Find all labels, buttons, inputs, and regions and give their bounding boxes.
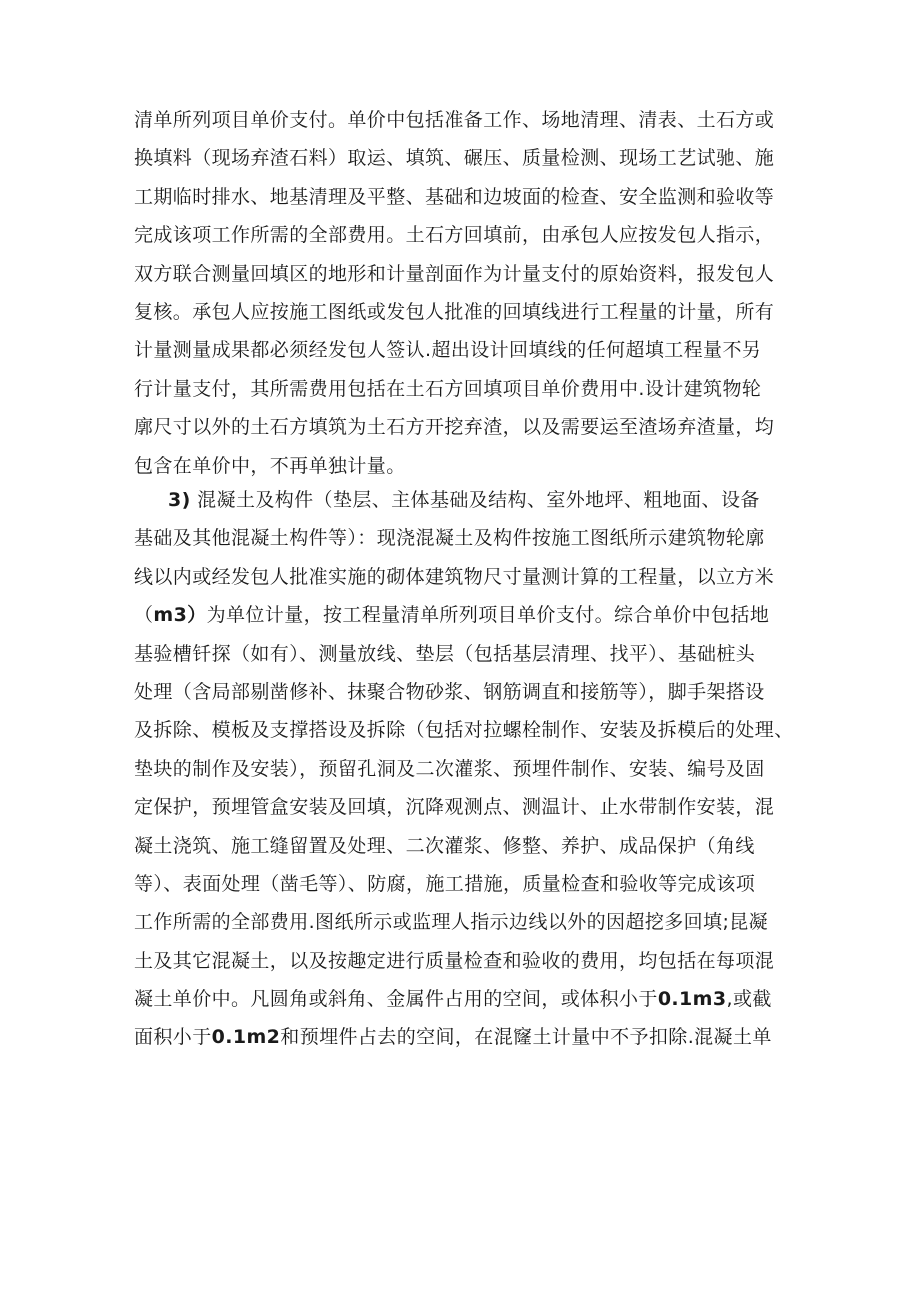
text-line: 基验槽钎探（如有）、测量放线、垫层（包括基层清理、找平）、基础桩头 [134,642,756,665]
text-line: 等）、表面处理（凿毛等）、防腐，施工措施，质量检查和验收等完成该项 [134,872,756,895]
text-line: 行计量支付，其所需费用包括在土石方回填项目单价费用中.设计建筑物轮 [134,377,762,400]
text-segment: 凝土单价中。凡圆角或斜角、金属件占用的空间，或体积小于 [134,988,658,1011]
text-line [134,1018,794,1056]
unit-text: m3） [153,604,207,627]
text-line [134,596,794,634]
item-number: 3) [168,489,191,511]
text-line [134,481,794,519]
text-segment: （ [134,604,154,627]
text-line: 包含在单价中，不再单独计量。 [134,454,406,477]
text-line: 工作所需的全部费用.图纸所示或监理人指示边线以外的因超挖多回填;昆凝 [134,911,769,934]
text-segment: ,或截 [726,988,772,1011]
text-line: 凝土浇筑、施工缝留置及处理、二次灌浆、修整、养护、成品保护（角线 [134,834,755,857]
text-line: 复核。承包人应按施工图纸或发包人批准的回填线进行工程量的计量，所有 [134,300,775,323]
text-line: 工期临时排水、地基清理及平整、基础和边坡面的检查、安全监测和验收等 [134,185,775,208]
paragraph-concrete-components [134,481,794,1057]
text-line: 处理（含局部剔凿修补、抹聚合物砂浆、钢筋调直和接筋等），脚手架搭设 [134,680,765,703]
text-line: 计量测量成果都必须经发包人签认.超出设计回填线的任何超填工程量不另 [134,339,762,362]
text-line: 及拆除、模板及支撑搭设及拆除（包括对拉螺栓制作、安装及拆模后的处理、 [134,719,794,742]
text-line: 线以内或经发包人批准实施的砌体建筑物尺寸量测计算的工程量，以立方米 [134,565,775,588]
text-line: 垫块的制作及安装），预留孔洞及二次灌浆、预埋件制作、安装、编号及固 [134,757,765,780]
paragraph-earthwork-backfill [134,101,794,485]
text-line: 双方联合测量回填区的地形和计量剖面作为计量支付的原始资料，报发包人 [134,262,775,285]
text-line: 清单所列项目单价支付。单价中包括准备工作、场地清理、清表、土石方或 [134,109,775,131]
item-heading-text: 混凝土及构件（垫层、主体基础及结构、室外地坪、粗地面、设备 [190,489,760,511]
text-segment: 为单位计量，按工程量清单所列项目单价支付。综合单价中包括地 [206,604,770,627]
text-segment: 面积小于 [134,1026,212,1049]
text-line: 土及其它混凝土，以及按趣定进行质量检查和验收的费用，均包括在每项混 [134,949,775,972]
text-line: 廓尺寸以外的土石方填筑为土石方开挖弃渣，以及需要运至渣场弃渣量，均 [134,416,775,439]
text-line: 基础及其他混凝土构件等）：现浇混凝土及构件按施工图纸所示建筑物轮廓 [134,527,765,550]
value-text: 0.1m2 [211,1026,281,1049]
text-line: 换填料（现场弃渣石料）取运、填筑、碾压、质量检测、现场工艺试驰、施 [134,147,775,170]
value-text: 0.1m3 [657,988,727,1011]
text-line: 完成该项工作所需的全部费用。土石方回填前，由承包人应按发包人指示， [134,224,775,247]
text-line: 定保护，预埋管盒安装及回填，沉降观测点、测温计、止水带制作安装，混 [134,796,775,819]
text-line [134,980,794,1018]
text-segment: 和预埋件占去的空间，在混窿土计量中不予扣除.混凝土单 [280,1026,772,1049]
